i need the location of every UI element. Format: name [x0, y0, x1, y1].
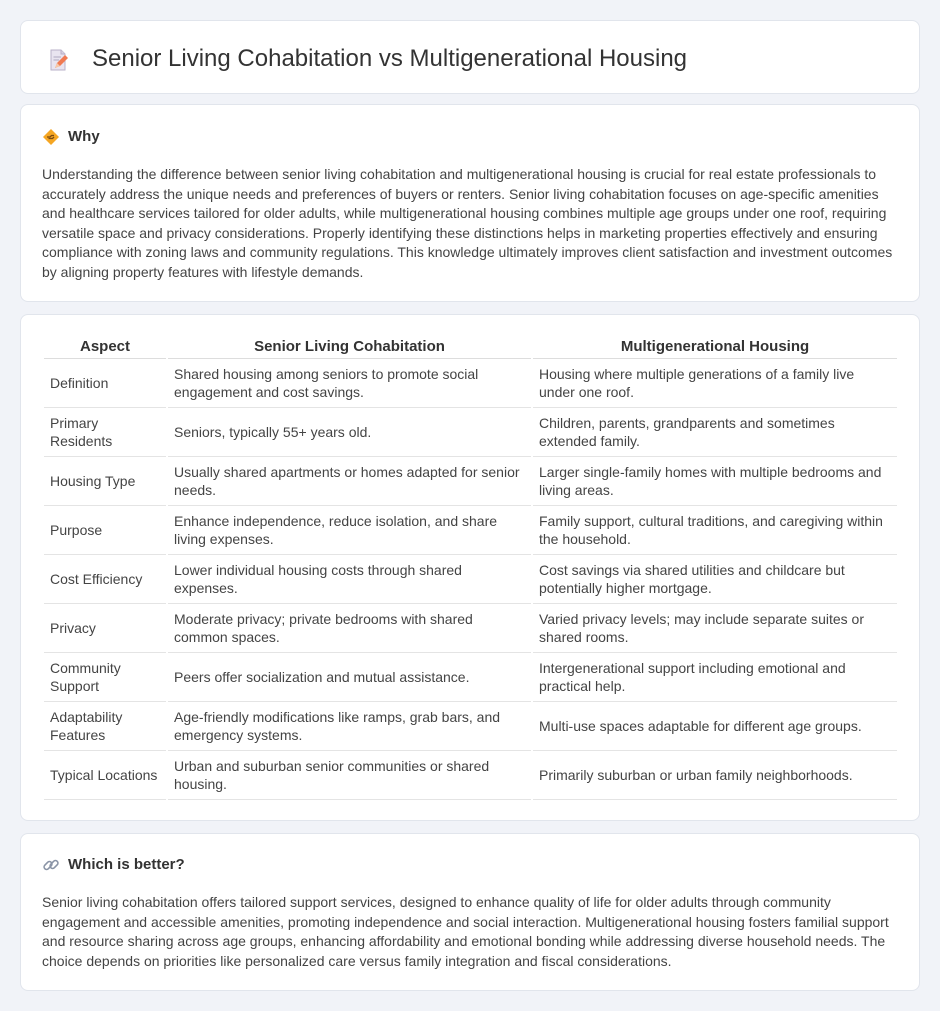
senior-cell: Urban and suburban senior communities or shared housing.: [168, 751, 531, 800]
table-row: [44, 604, 897, 653]
senior-cell: Enhance independence, reduce isolation, and share living expenses.: [168, 506, 531, 555]
aspect-cell: Privacy: [44, 604, 166, 653]
multigen-cell: Larger single-family homes with multiple bedrooms and living areas.: [533, 457, 897, 506]
multigen-cell: Varied privacy levels; may include separate suites or shared rooms.: [533, 604, 897, 653]
multigen-cell: Family support, cultural traditions, and caregiving within the household.: [533, 506, 897, 555]
table-row: [44, 408, 897, 457]
table-row: [44, 751, 897, 800]
table-header-row: [44, 337, 897, 359]
table-row: [44, 555, 897, 604]
table-row: [44, 506, 897, 555]
aspect-cell: Cost Efficiency: [44, 555, 166, 604]
table-row: [44, 702, 897, 751]
senior-cell: Peers offer socialization and mutual assistance.: [168, 653, 531, 702]
senior-cell: Shared housing among seniors to promote social engagement and cost savings.: [168, 359, 531, 408]
aspect-cell: Community Support: [44, 653, 166, 702]
header-multigenerational: Multigenerational Housing: [533, 337, 897, 359]
page-title: Senior Living Cohabitation vs Multigenerational Housing: [92, 45, 688, 72]
table-row: [44, 457, 897, 506]
multigen-cell: Intergenerational support including emotional and practical help.: [533, 653, 897, 702]
aspect-cell: Primary Residents: [44, 408, 166, 457]
better-text: Senior living cohabitation offers tailored support services, designed to enhance quality of life for older adults through community engagement and accessible amenities, promoting independence and social interaction. Multigenerational housing fosters familial support and resource sharing across age groups, enhancing affordability and emotional bonding while addressing diverse household needs. The choice depends on priorities like personalized care versus family integration and fiscal considerations.: [42, 894, 889, 969]
comparison-table: [42, 337, 899, 800]
senior-cell: Usually shared apartments or homes adapted for senior needs.: [168, 457, 531, 506]
aspect-cell: Definition: [44, 359, 166, 408]
aspect-cell: Housing Type: [44, 457, 166, 506]
aspect-cell: Purpose: [44, 506, 166, 555]
multigen-cell: Cost savings via shared utilities and childcare but potentially higher mortgage.: [533, 555, 897, 604]
title-card: [20, 20, 920, 94]
senior-cell: Seniors, typically 55+ years old.: [168, 408, 531, 457]
multigen-cell: Housing where multiple generations of a family live under one roof.: [533, 359, 897, 408]
multigen-cell: Multi-use spaces adaptable for different age groups.: [533, 702, 897, 751]
header-aspect: Aspect: [44, 337, 166, 359]
aspect-cell: Adaptability Features: [44, 702, 166, 751]
table-row: [44, 359, 897, 408]
comparison-table-card: [20, 314, 920, 821]
why-text: Understanding the difference between senior living cohabitation and multigenerational housing is crucial for real estate professionals to accurately address the unique needs and preferences of buyers or renters. Senior living cohabitation focuses on age-specific amenities and healthcare services tailored for older adults, while multigenerational housing combines multiple age groups under one roof, requiring versatile space and privacy considerations. Properly identifying these distinctions helps in marketing properties effectively and ensuring compliance with zoning laws and community regulations. This knowledge ultimately improves client satisfaction and investment outcomes by aligning property features with lifestyle demands.: [42, 166, 893, 280]
why-section: [20, 104, 920, 302]
link-icon: [42, 856, 60, 874]
which-is-better-section: [20, 833, 920, 991]
header-senior-living: Senior Living Cohabitation: [168, 337, 531, 359]
why-heading: [42, 128, 100, 146]
multigen-cell: Primarily suburban or urban family neighborhoods.: [533, 751, 897, 800]
aspect-cell: Typical Locations: [44, 751, 166, 800]
table-row: [44, 653, 897, 702]
senior-cell: Age-friendly modifications like ramps, grab bars, and emergency systems.: [168, 702, 531, 751]
multigen-cell: Children, parents, grandparents and sometimes extended family.: [533, 408, 897, 457]
why-heading-label: Why: [68, 128, 100, 145]
senior-cell: Moderate privacy; private bedrooms with shared common spaces.: [168, 604, 531, 653]
handshake-icon: [42, 128, 60, 146]
better-heading: [42, 856, 185, 874]
senior-cell: Lower individual housing costs through shared expenses.: [168, 555, 531, 604]
better-heading-label: Which is better?: [68, 856, 185, 873]
